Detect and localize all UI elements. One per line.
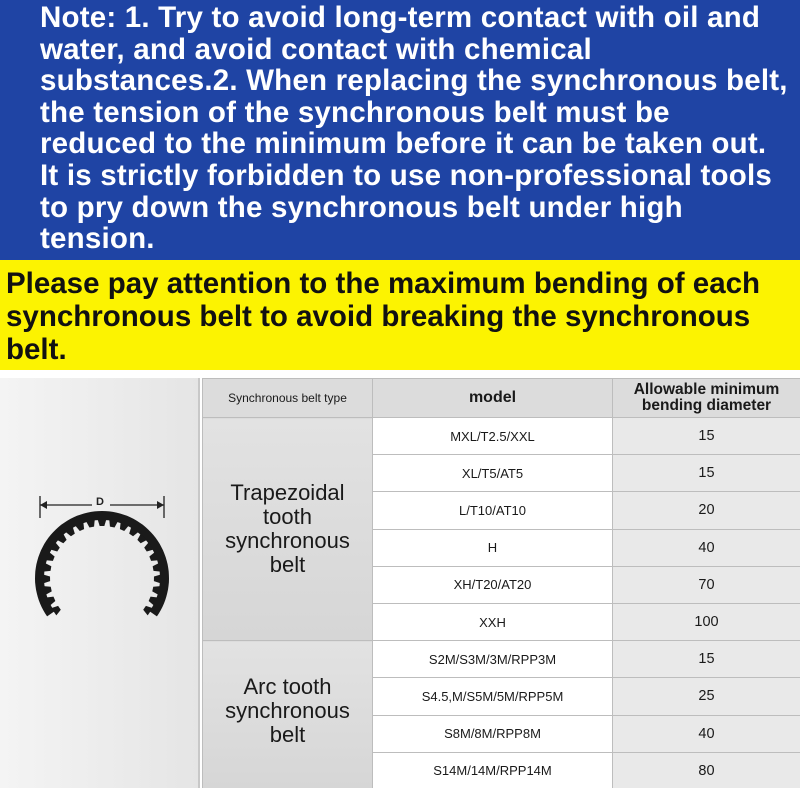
model-cell: MXL/T2.5/XXL [373, 418, 613, 455]
table-row [203, 641, 800, 678]
note-text: Note: 1. Try to avoid long-term contact with oil and water, and avoid contact with chemical substances.2. When replacing the synchronous belt, the tension of the synchronous belt must be reduced to the minimum before it can be taken out. It is strictly forbidden to use non-professional tools to pry down the synchronous belt under high tension. [40, 1, 788, 256]
belt-tooth [43, 575, 50, 584]
min-bending-diameter-cell: 15 [613, 641, 800, 678]
model-cell: H [373, 529, 613, 566]
table-body [203, 418, 800, 790]
belt-tooth [98, 519, 107, 526]
note-banner [0, 0, 800, 260]
belt-type-line: synchronous [225, 528, 350, 554]
belt-type-line: synchronous [225, 698, 350, 723]
dimension-arrow-left [40, 501, 47, 509]
header-bend-line1: Allowable minimum [633, 381, 780, 398]
model-cell: S8M/8M/RPP8M [373, 715, 613, 752]
dimension-arrow-right [157, 501, 164, 509]
belt-type-line: Trapezoidal [230, 480, 345, 506]
min-bending-diameter-cell: 80 [613, 752, 800, 789]
belt-tooth [154, 575, 161, 584]
belt-type-line: belt [269, 722, 306, 747]
min-bending-diameter-cell: 15 [613, 418, 800, 455]
belt-diagram [0, 378, 200, 788]
min-bending-diameter-cell: 70 [613, 566, 800, 603]
min-bending-diameter-cell: 20 [613, 492, 800, 529]
belt-type-cell [203, 641, 373, 790]
belt-type-cell [203, 418, 373, 641]
model-cell: S4.5,M/S5M/5M/RPP5M [373, 678, 613, 715]
min-bending-diameter-cell: 15 [613, 455, 800, 492]
section-divider [0, 370, 800, 378]
bending-diameter-table [202, 378, 800, 790]
belt-type-line: belt [269, 552, 306, 578]
warning-text: Please pay attention to the maximum bending of each synchronous belt to avoid breaking the synchronous belt. [6, 267, 761, 366]
model-cell: XH/T20/AT20 [373, 566, 613, 603]
belt-type-line: Arc tooth [243, 674, 332, 699]
bottom-margin [0, 788, 800, 800]
table-header-row [203, 379, 800, 418]
belt-illustration [0, 378, 198, 788]
dimension-label: D [96, 496, 104, 508]
header-model: model [373, 379, 613, 418]
model-cell: S14M/14M/RPP14M [373, 752, 613, 789]
belt-type-line: tooth [263, 504, 312, 530]
min-bending-diameter-cell: 100 [613, 603, 800, 640]
table-row [203, 418, 800, 455]
header-min-bending-diameter [613, 379, 800, 418]
header-belt-type: Synchronous belt type [203, 379, 373, 418]
min-bending-diameter-cell: 40 [613, 715, 800, 752]
model-cell: XXH [373, 603, 613, 640]
warning-banner [0, 260, 800, 370]
model-cell: L/T10/AT10 [373, 492, 613, 529]
min-bending-diameter-cell: 40 [613, 529, 800, 566]
header-bend-line2: bending diameter [641, 397, 772, 414]
min-bending-diameter-cell: 25 [613, 678, 800, 715]
model-cell: XL/T5/AT5 [373, 455, 613, 492]
model-cell: S2M/S3M/3M/RPP3M [373, 641, 613, 678]
